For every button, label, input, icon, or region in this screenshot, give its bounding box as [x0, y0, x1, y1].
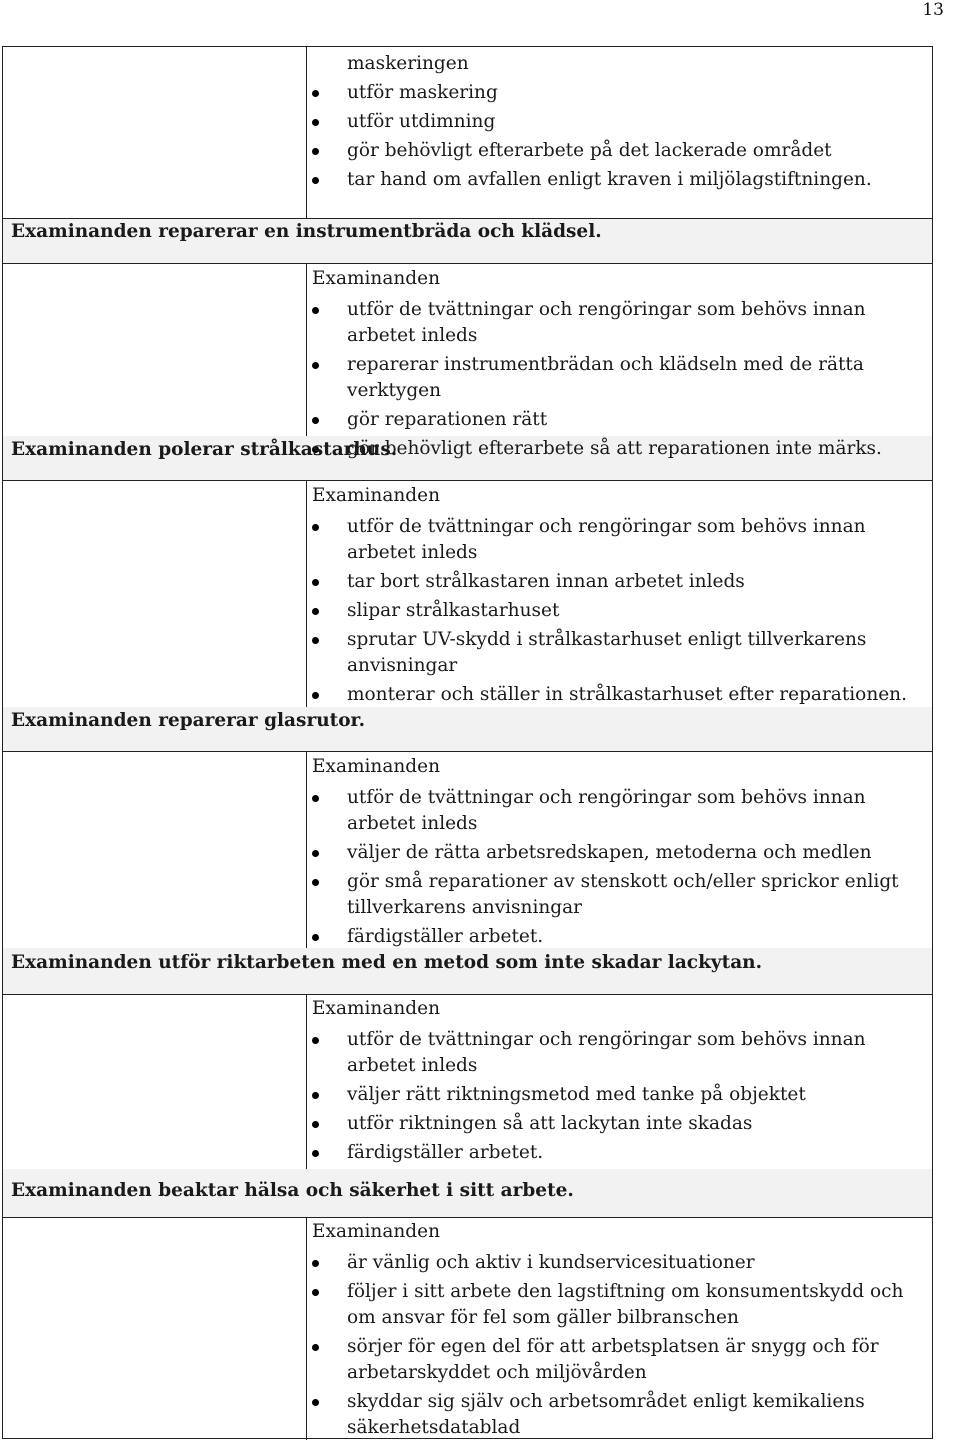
- bullet-icon: [312, 879, 319, 886]
- bullet-icon: [312, 850, 319, 857]
- bullet-icon: [312, 177, 319, 184]
- column-divider: [306, 480, 307, 707]
- list-item: utför riktningen så att lackytan inte skadas: [312, 1111, 927, 1137]
- section-intro: Examinanden: [312, 998, 440, 1019]
- section-list: [312, 267, 927, 465]
- list-item: gör små reparationer av stenskott och/eller sprickor enligt tillverkarens anvisningar: [312, 869, 927, 921]
- bullet-icon: [312, 795, 319, 802]
- section-list: [312, 755, 927, 953]
- bullet-icon: [312, 579, 319, 586]
- list-item: reparerar instrumentbrädan och klädseln med de rätta verktygen: [312, 352, 927, 404]
- section-intro: Examinanden: [312, 268, 440, 289]
- list-item: sprutar UV-skydd i strålkastarhuset enligt tillverkarens anvisningar: [312, 627, 927, 679]
- bullet-icon: [312, 90, 319, 97]
- list-item: utför de tvättningar och rengöringar som behövs innan arbetet inleds: [312, 514, 927, 566]
- bullet-icon: [312, 362, 319, 369]
- list-item: monterar och ställer in strålkastarhuset efter reparationen.: [312, 682, 927, 708]
- top-section-list: [312, 51, 927, 196]
- list-item: utför utdimning: [312, 109, 927, 135]
- list-item: utför de tvättningar och rengöringar som behövs innan arbetet inleds: [312, 785, 927, 837]
- list-item: gör behövligt efterarbete på det lackerade området: [312, 138, 927, 164]
- section-heading: Examinanden beaktar hälsa och säkerhet i sitt arbete.: [11, 1180, 574, 1201]
- list-item: färdigställer arbetet.: [312, 924, 927, 950]
- list-item: gör reparationen rätt: [312, 407, 927, 433]
- list-item: väljer de rätta arbetsredskapen, metoderna och medlen: [312, 840, 927, 866]
- list-item: tar hand om avfallen enligt kraven i miljölagstiftningen.: [312, 167, 927, 193]
- bullet-icon: [312, 1399, 319, 1406]
- bullet-icon: [312, 934, 319, 941]
- bullet-icon: [312, 1121, 319, 1128]
- bullet-icon: [312, 1037, 319, 1044]
- bullet-icon: [312, 1344, 319, 1351]
- list-item: är vänlig och aktiv i kundservicesituationer: [312, 1250, 927, 1276]
- section-heading: Examinanden reparerar glasrutor.: [11, 710, 366, 731]
- section-heading: Examinanden reparerar en instrumentbräda och klädsel.: [11, 221, 602, 242]
- section-intro: Examinanden: [312, 1221, 440, 1242]
- row-divider: [3, 263, 932, 264]
- column-divider: [306, 751, 307, 948]
- bullet-icon: [312, 148, 319, 155]
- row-divider: [3, 218, 932, 219]
- column-divider: [306, 263, 307, 436]
- column-divider: [306, 47, 307, 218]
- bullet-icon: [312, 119, 319, 126]
- column-divider: [306, 994, 307, 1169]
- bullet-icon: [312, 1289, 319, 1296]
- row-divider: [3, 994, 932, 995]
- list-item: skyddar sig själv och arbetsområdet enligt kemikaliens säkerhetsdatablad: [312, 1389, 927, 1441]
- list-item: utför de tvättningar och rengöringar som behövs innan arbetet inleds: [312, 297, 927, 349]
- row-divider: [3, 751, 932, 752]
- section-list: [312, 997, 927, 1169]
- section-intro: Examinanden: [312, 756, 440, 777]
- row-divider: [3, 1217, 932, 1218]
- list-item: utför de tvättningar och rengöringar som behövs innan arbetet inleds: [312, 1027, 927, 1079]
- row-divider: [3, 480, 932, 481]
- bullet-icon: [312, 692, 319, 699]
- list-item: utför maskering: [312, 80, 927, 106]
- bullet-icon: [312, 637, 319, 644]
- list-item: maskeringen: [347, 53, 469, 74]
- bullet-icon: [312, 1260, 319, 1267]
- page-number: 13: [922, 0, 944, 20]
- column-divider: [306, 1217, 307, 1440]
- bullet-icon: [312, 417, 319, 424]
- section-list: [312, 1220, 927, 1444]
- section-list: [312, 484, 927, 711]
- list-item: sörjer för egen del för att arbetsplatsen är snygg och för arbetarskyddet och miljövården: [312, 1334, 927, 1386]
- list-item: följer i sitt arbete den lagstiftning om konsumentskydd och om ansvar för fel som gäller bilbranschen: [312, 1279, 927, 1331]
- section-heading: Examinanden polerar strålkastarhus.: [11, 439, 398, 460]
- list-item: tar bort strålkastaren innan arbetet inleds: [312, 569, 927, 595]
- section-intro: Examinanden: [312, 485, 440, 506]
- list-item: slipar strålkastarhuset: [312, 598, 927, 624]
- list-item: färdigställer arbetet.: [312, 1140, 927, 1166]
- section-heading: Examinanden utför riktarbeten med en metod som inte skadar lackytan.: [11, 952, 763, 973]
- list-item: gör behövligt efterarbete så att reparationen inte märks.: [312, 436, 927, 462]
- bullet-icon: [312, 1150, 319, 1157]
- bullet-icon: [312, 524, 319, 531]
- bullet-icon: [312, 307, 319, 314]
- list-item: väljer rätt riktningsmetod med tanke på objektet: [312, 1082, 927, 1108]
- criteria-table: [2, 46, 933, 1439]
- bullet-icon: [312, 1092, 319, 1099]
- bullet-icon: [312, 608, 319, 615]
